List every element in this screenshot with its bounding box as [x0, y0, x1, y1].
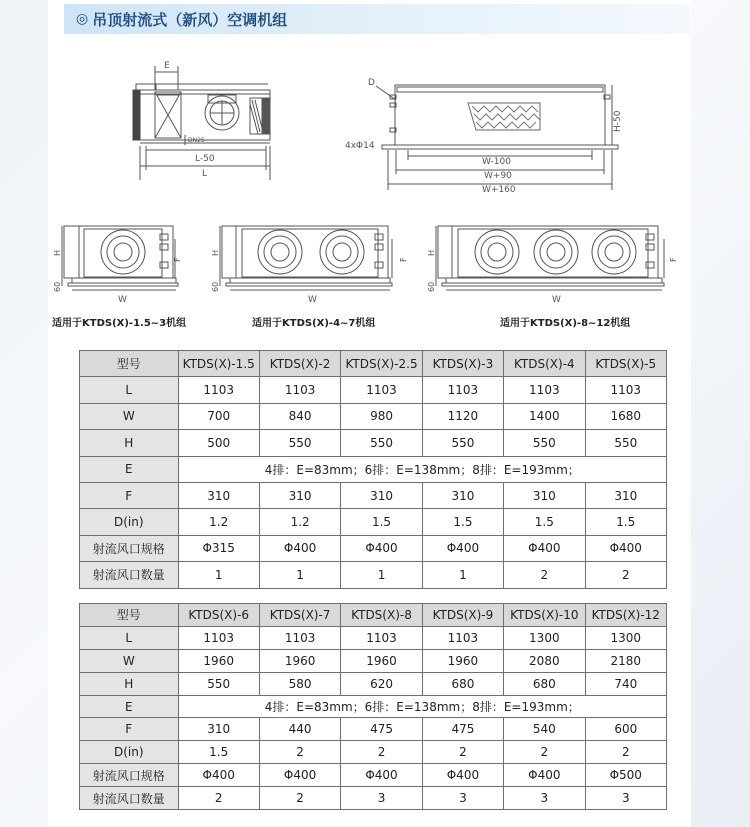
d-label: D: [368, 78, 375, 88]
l-minus-50-label: L-50: [195, 154, 215, 164]
value-cell: 310: [585, 482, 666, 508]
value-cell: 1.5: [178, 741, 259, 764]
value-cell: 2: [422, 741, 503, 764]
table-row: [80, 718, 667, 741]
model-cell: KTDS(X)-10: [504, 604, 585, 627]
value-cell: Φ500: [585, 764, 666, 787]
model-cell: KTDS(X)-6: [178, 604, 259, 627]
value-cell: 475: [422, 718, 503, 741]
value-cell: 740: [585, 672, 666, 695]
value-cell: 1103: [259, 377, 340, 403]
drain-label: DN25: [188, 137, 205, 144]
unit1-f-label: F: [173, 257, 182, 262]
value-cell: 1: [259, 562, 340, 588]
model-cell: KTDS(X)-9: [422, 604, 503, 627]
row-label-cell: L: [80, 626, 179, 649]
side-e-label: E: [164, 61, 170, 71]
table-row: [80, 482, 667, 508]
w-minus-100-label: W-100: [482, 157, 511, 167]
value-cell: 1.5: [341, 509, 422, 535]
unit2-60-label: 60: [211, 281, 220, 292]
row-label-cell: 射流风口数量: [80, 787, 179, 810]
value-cell: 600: [585, 718, 666, 741]
table-row: [80, 741, 667, 764]
row-label-cell: H: [80, 672, 179, 695]
value-cell: 310: [259, 482, 340, 508]
unit1-60-label: 60: [53, 281, 62, 292]
model-cell: KTDS(X)-3: [422, 351, 503, 377]
value-cell: 500: [178, 430, 259, 456]
value-cell: 310: [341, 482, 422, 508]
value-cell: Φ400: [504, 764, 585, 787]
value-cell: Φ315: [178, 535, 259, 561]
unit2-w-label: W: [308, 295, 317, 305]
value-cell: Φ400: [585, 535, 666, 561]
unit3-w-label: W: [552, 295, 561, 305]
table-row: [80, 430, 667, 456]
value-cell: Φ400: [341, 764, 422, 787]
value-cell: 2: [259, 787, 340, 810]
value-cell: 1: [422, 562, 503, 588]
holes-label: 4xΦ14: [345, 141, 375, 151]
value-cell: 1103: [422, 626, 503, 649]
value-cell: 620: [341, 672, 422, 695]
value-cell: Φ400: [259, 764, 340, 787]
spec-table-1: [79, 350, 667, 589]
header-label-cell: 型号: [80, 351, 179, 377]
value-cell: 310: [504, 482, 585, 508]
value-cell: 2: [504, 741, 585, 764]
unit1-w-label: W: [118, 295, 127, 305]
value-cell: 3: [504, 787, 585, 810]
unit-drawing-3: [427, 226, 678, 329]
value-cell: Φ400: [422, 764, 503, 787]
value-cell: 680: [422, 672, 503, 695]
value-cell: 1103: [422, 377, 503, 403]
row-label-cell: E: [80, 695, 179, 718]
table-row: [80, 377, 667, 403]
section-title: 吊顶射流式（新风）空调机组: [92, 10, 288, 29]
value-cell: 1960: [259, 649, 340, 672]
unit3-caption: 适用于KTDS(X)-8~12机组: [500, 318, 631, 329]
row-label-cell: F: [80, 718, 179, 741]
value-cell: 3: [585, 787, 666, 810]
value-cell: 1103: [341, 626, 422, 649]
unit3-60-label: 60: [427, 281, 436, 292]
value-cell: 1300: [504, 626, 585, 649]
value-cell: 2180: [585, 649, 666, 672]
unit2-caption: 适用于KTDS(X)-4~7机组: [252, 318, 376, 329]
value-cell: 310: [422, 482, 503, 508]
value-cell: 1.2: [259, 509, 340, 535]
value-cell: 2: [259, 741, 340, 764]
row-label-cell: W: [80, 403, 179, 429]
value-cell: 1960: [341, 649, 422, 672]
value-cell: 840: [259, 403, 340, 429]
value-cell: 550: [504, 430, 585, 456]
table-row: [80, 535, 667, 561]
value-cell: 1.5: [422, 509, 503, 535]
unit2-f-label: F: [399, 257, 408, 262]
unit1-h-label: H: [53, 249, 62, 256]
front-view-drawing: [345, 78, 623, 195]
value-cell: 1300: [585, 626, 666, 649]
table-row: [80, 672, 667, 695]
row-label-cell: D(in): [80, 509, 179, 535]
w-plus-160-label: W+160: [482, 185, 516, 195]
table-row: [80, 764, 667, 787]
value-cell: 1960: [422, 649, 503, 672]
model-cell: KTDS(X)-1.5: [178, 351, 259, 377]
value-cell: 1.5: [585, 509, 666, 535]
merged-value-cell: 4排：E=83mm；6排：E=138mm；8排：E=193mm；: [178, 695, 667, 718]
unit3-h-label: H: [427, 249, 436, 256]
value-cell: 1: [341, 562, 422, 588]
unit-drawing-1: [52, 226, 186, 329]
row-label-cell: W: [80, 649, 179, 672]
value-cell: Φ400: [422, 535, 503, 561]
row-label-cell: 射流风口规格: [80, 764, 179, 787]
value-cell: 550: [259, 430, 340, 456]
value-cell: Φ400: [504, 535, 585, 561]
unit3-f-label: F: [669, 257, 678, 262]
value-cell: 2: [341, 741, 422, 764]
value-cell: 1.5: [504, 509, 585, 535]
table-row: [80, 787, 667, 810]
value-cell: 700: [178, 403, 259, 429]
merged-value-cell: 4排：E=83mm；6排：E=138mm；8排：E=193mm；: [178, 456, 667, 482]
value-cell: 980: [341, 403, 422, 429]
value-cell: 580: [259, 672, 340, 695]
row-label-cell: H: [80, 430, 179, 456]
value-cell: 540: [504, 718, 585, 741]
model-cell: KTDS(X)-12: [585, 604, 666, 627]
model-cell: KTDS(X)-7: [259, 604, 340, 627]
table-row: [80, 562, 667, 588]
table-row: [80, 456, 667, 482]
double-circle-icon: ◎: [76, 11, 89, 27]
value-cell: 475: [341, 718, 422, 741]
table-row: [80, 509, 667, 535]
value-cell: 1120: [422, 403, 503, 429]
unit1-caption: 适用于KTDS(X)-1.5~3机组: [52, 318, 187, 329]
w-plus-90-label: W+90: [484, 171, 512, 181]
model-cell: KTDS(X)-2: [259, 351, 340, 377]
spec-table-2: [79, 603, 667, 810]
value-cell: 1.2: [178, 509, 259, 535]
value-cell: 550: [341, 430, 422, 456]
unit-drawing-2: [211, 226, 408, 329]
h-minus-50-label: H-50: [613, 110, 623, 132]
value-cell: 3: [422, 787, 503, 810]
model-cell: KTDS(X)-5: [585, 351, 666, 377]
value-cell: 440: [259, 718, 340, 741]
row-label-cell: F: [80, 482, 179, 508]
model-cell: KTDS(X)-4: [504, 351, 585, 377]
value-cell: 2080: [504, 649, 585, 672]
table-row: [80, 626, 667, 649]
value-cell: 1103: [585, 377, 666, 403]
row-label-cell: D(in): [80, 741, 179, 764]
row-label-cell: L: [80, 377, 179, 403]
model-cell: KTDS(X)-2.5: [341, 351, 422, 377]
value-cell: 2: [178, 787, 259, 810]
row-label-cell: 射流风口规格: [80, 535, 179, 561]
value-cell: 550: [585, 430, 666, 456]
value-cell: 1400: [504, 403, 585, 429]
value-cell: 3: [341, 787, 422, 810]
table-row: [80, 649, 667, 672]
value-cell: 1: [178, 562, 259, 588]
value-cell: 1103: [178, 626, 259, 649]
value-cell: Φ400: [178, 764, 259, 787]
value-cell: Φ400: [259, 535, 340, 561]
value-cell: 1103: [341, 377, 422, 403]
value-cell: Φ400: [341, 535, 422, 561]
unit2-h-label: H: [211, 249, 220, 256]
row-label-cell: E: [80, 456, 179, 482]
table-header-row: [80, 351, 667, 377]
value-cell: 550: [422, 430, 503, 456]
row-label-cell: 射流风口数量: [80, 562, 179, 588]
table-row: [80, 695, 667, 718]
value-cell: 1103: [178, 377, 259, 403]
side-view-drawing: [133, 61, 270, 180]
value-cell: 1103: [259, 626, 340, 649]
value-cell: 680: [504, 672, 585, 695]
table-row: [80, 403, 667, 429]
value-cell: 2: [585, 741, 666, 764]
value-cell: 1680: [585, 403, 666, 429]
value-cell: 2: [585, 562, 666, 588]
value-cell: 310: [178, 482, 259, 508]
table-header-row: [80, 604, 667, 627]
value-cell: 310: [178, 718, 259, 741]
header-label-cell: 型号: [80, 604, 179, 627]
value-cell: 550: [178, 672, 259, 695]
value-cell: 1960: [178, 649, 259, 672]
value-cell: 1103: [504, 377, 585, 403]
l-label: L: [202, 169, 208, 179]
model-cell: KTDS(X)-8: [341, 604, 422, 627]
value-cell: 2: [504, 562, 585, 588]
technical-drawings: [0, 0, 750, 340]
